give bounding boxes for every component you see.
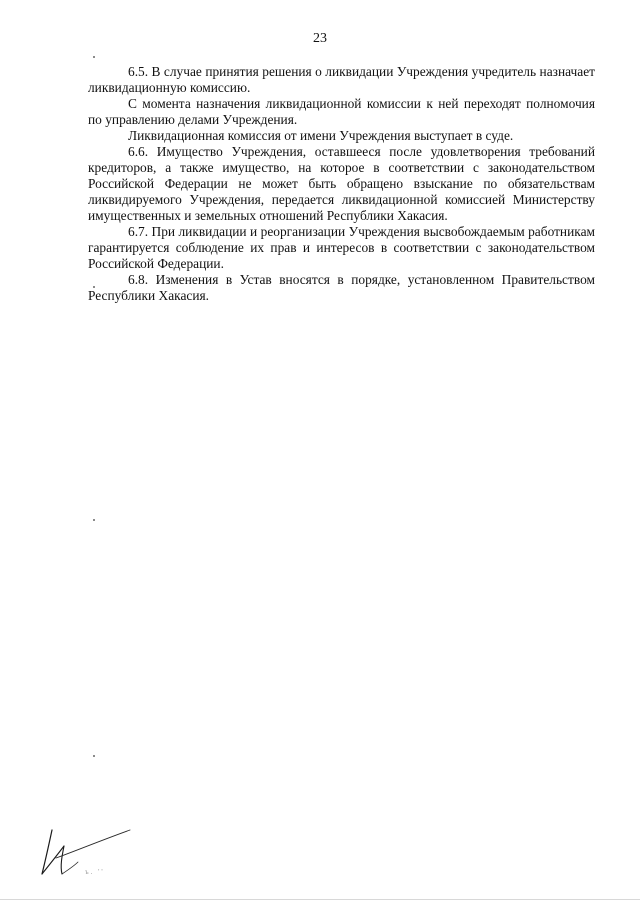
paragraph-6-5: 6.5. В случае принятия решения о ликвидации Учреждения учредитель назначает ликвидационную комиссию.: [88, 64, 595, 95]
paragraph-commission-powers: С момента назначения ликвидационной комиссии к ней переходят полномочия по управлению делами Учреждения.: [88, 96, 595, 127]
scan-speck: [93, 286, 95, 288]
paragraph-commission-court: Ликвидационная комиссия от имени Учреждения выступает в суде.: [128, 128, 514, 143]
scan-speck: [93, 755, 95, 757]
page-bottom-edge: [0, 899, 640, 900]
paragraph-6-6: 6.6. Имущество Учреждения, оставшееся после удовлетворения требований кредиторов, а также имущество, на которое в соответствии с законодательством Российской Федерации не может быть обращено взыскание по обязательствам ликвидируемого Учреждения, передается ликвидационной комиссией Министерству имущественных и земельных отношений Республики Хакасия.: [88, 144, 595, 223]
document-body: [88, 64, 595, 304]
paragraph-6-8: 6.8. Изменения в Устав вносятся в порядке, установленном Правительством Республики Хакасия.: [88, 272, 595, 303]
page-number: 23: [313, 31, 327, 46]
paragraph-6-7: 6.7. При ликвидации и реорганизации Учреждения высвобождаемым работникам гарантируется соблюдение их прав и интересов в соответствии с законодательством Российской Федерации.: [88, 224, 595, 271]
scan-speck: [93, 519, 95, 521]
scan-speck: [93, 56, 95, 58]
signature-initials-mark: ъ. '': [85, 868, 105, 876]
